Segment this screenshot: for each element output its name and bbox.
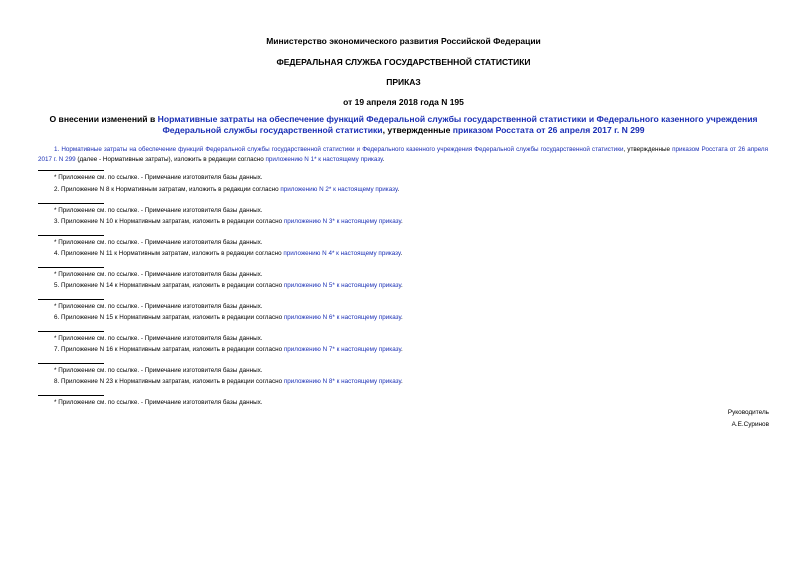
footnote: * Приложение см. по ссылке. - Примечание изготовителя базы данных. [54, 174, 263, 181]
list-item [54, 346, 403, 353]
para1-num[interactable]: 1. [54, 146, 62, 153]
item-end: . [400, 378, 403, 385]
para1-mid2: (далее - Нормативные затраты), изложить в редакции согласно [75, 156, 266, 163]
footnote-divider [38, 299, 104, 300]
item-link-appendix-8[interactable]: приложению N 8* к настоящему приказу [283, 378, 401, 385]
doc-title [34, 114, 773, 136]
list-item [54, 250, 402, 257]
list-item [54, 282, 403, 289]
item-link-appendix-4[interactable]: приложению N 4* к настоящему приказу [283, 250, 401, 257]
signature-name: А.Е.Суринов [731, 421, 769, 428]
item-text: 3. Приложение N 10 к Нормативным затратам, изложить в редакции согласно [54, 218, 284, 225]
paragraph-1 [38, 145, 768, 165]
footnote: * Приложение см. по ссылке. - Примечание изготовителя базы данных. [54, 303, 263, 310]
title-prefix: О внесении изменений в [49, 114, 158, 124]
footnote-divider [38, 203, 104, 204]
list-item [54, 218, 403, 225]
item-link-appendix-2[interactable]: приложению N 2* к настоящему приказу [280, 186, 398, 193]
item-link-appendix-7[interactable]: приложению N 7* к настоящему приказу [283, 346, 401, 353]
footnote: * Приложение см. по ссылке. - Примечание изготовителя базы данных. [54, 399, 263, 406]
item-end: . [400, 346, 403, 353]
footnote-divider [38, 331, 104, 332]
item-end: . [397, 186, 400, 193]
para1-link-normative-costs[interactable]: Нормативные затраты на обеспечение функций Федеральной службы государственной статистики и Федерального казенного учреждения Федеральной службы государственной статистики [61, 146, 624, 153]
list-item [54, 186, 399, 193]
list-item [54, 314, 403, 321]
footnote: * Приложение см. по ссылке. - Примечание изготовителя базы данных. [54, 239, 263, 246]
item-link-appendix-6[interactable]: приложению N 6* к настоящему приказу [283, 314, 401, 321]
footnote: * Приложение см. по ссылке. - Примечание изготовителя базы данных. [54, 207, 263, 214]
item-text: 4. Приложение N 11 к Нормативным затратам, изложить в редакции согласно [54, 250, 284, 257]
footnote: * Приложение см. по ссылке. - Примечание изготовителя базы данных. [54, 367, 263, 374]
item-end: . [400, 218, 403, 225]
footnote-divider [38, 267, 104, 268]
item-end: . [400, 314, 403, 321]
item-text: 6. Приложение N 15 к Нормативным затратам, изложить в редакции согласно [54, 314, 284, 321]
item-text: 7. Приложение N 16 к Нормативным затратам, изложить в редакции согласно [54, 346, 284, 353]
para1-end: . [382, 156, 385, 163]
footnote-divider [38, 170, 104, 171]
signature-position: Руководитель [727, 409, 769, 416]
footnote: * Приложение см. по ссылке. - Примечание изготовителя базы данных. [54, 335, 263, 342]
title-link-rosstat-order[interactable]: приказом Росстата от 26 апреля 2017 г. N 299 [452, 125, 645, 135]
item-link-appendix-5[interactable]: приложению N 5* к настоящему приказу [283, 282, 401, 289]
para1-mid: , утвержденные [623, 146, 673, 153]
para1-link-rosstat-order[interactable]: приказом Росстата от 26 апреля 2017 г. N 299 [38, 146, 768, 163]
footnote-divider [38, 363, 104, 364]
list-item [54, 378, 403, 385]
item-text: 8. Приложение N 23 к Нормативным затратам, изложить в редакции согласно [54, 378, 284, 385]
item-end: . [400, 250, 403, 257]
footnote-divider [38, 235, 104, 236]
item-text: 2. Приложение N 8 к Нормативным затратам, изложить в редакции согласно [54, 186, 281, 193]
title-link-normative-costs[interactable]: Нормативные затраты на обеспечение функций Федеральной службы государственной статистики и Федерального казенного учреждения Федеральной службы государственной статистики [157, 114, 758, 135]
footnote-divider [38, 395, 104, 396]
item-text: 5. Приложение N 14 к Нормативным затратам, изложить в редакции согласно [54, 282, 284, 289]
title-middle: , утвержденные [382, 125, 453, 135]
item-end: . [400, 282, 403, 289]
ministry-name: Министерство экономического развития Российской Федерации [266, 36, 541, 46]
service-name: ФЕДЕРАЛЬНАЯ СЛУЖБА ГОСУДАРСТВЕННОЙ СТАТИСТИКИ [276, 57, 531, 67]
para1-link-appendix-1[interactable]: приложению N 1* к настоящему приказу [265, 156, 383, 163]
item-link-appendix-3[interactable]: приложению N 3* к настоящему приказу [283, 218, 401, 225]
doc-date-number: от 19 апреля 2018 года N 195 [343, 97, 464, 107]
footnote: * Приложение см. по ссылке. - Примечание изготовителя базы данных. [54, 271, 263, 278]
doc-type: ПРИКАЗ [386, 77, 421, 87]
